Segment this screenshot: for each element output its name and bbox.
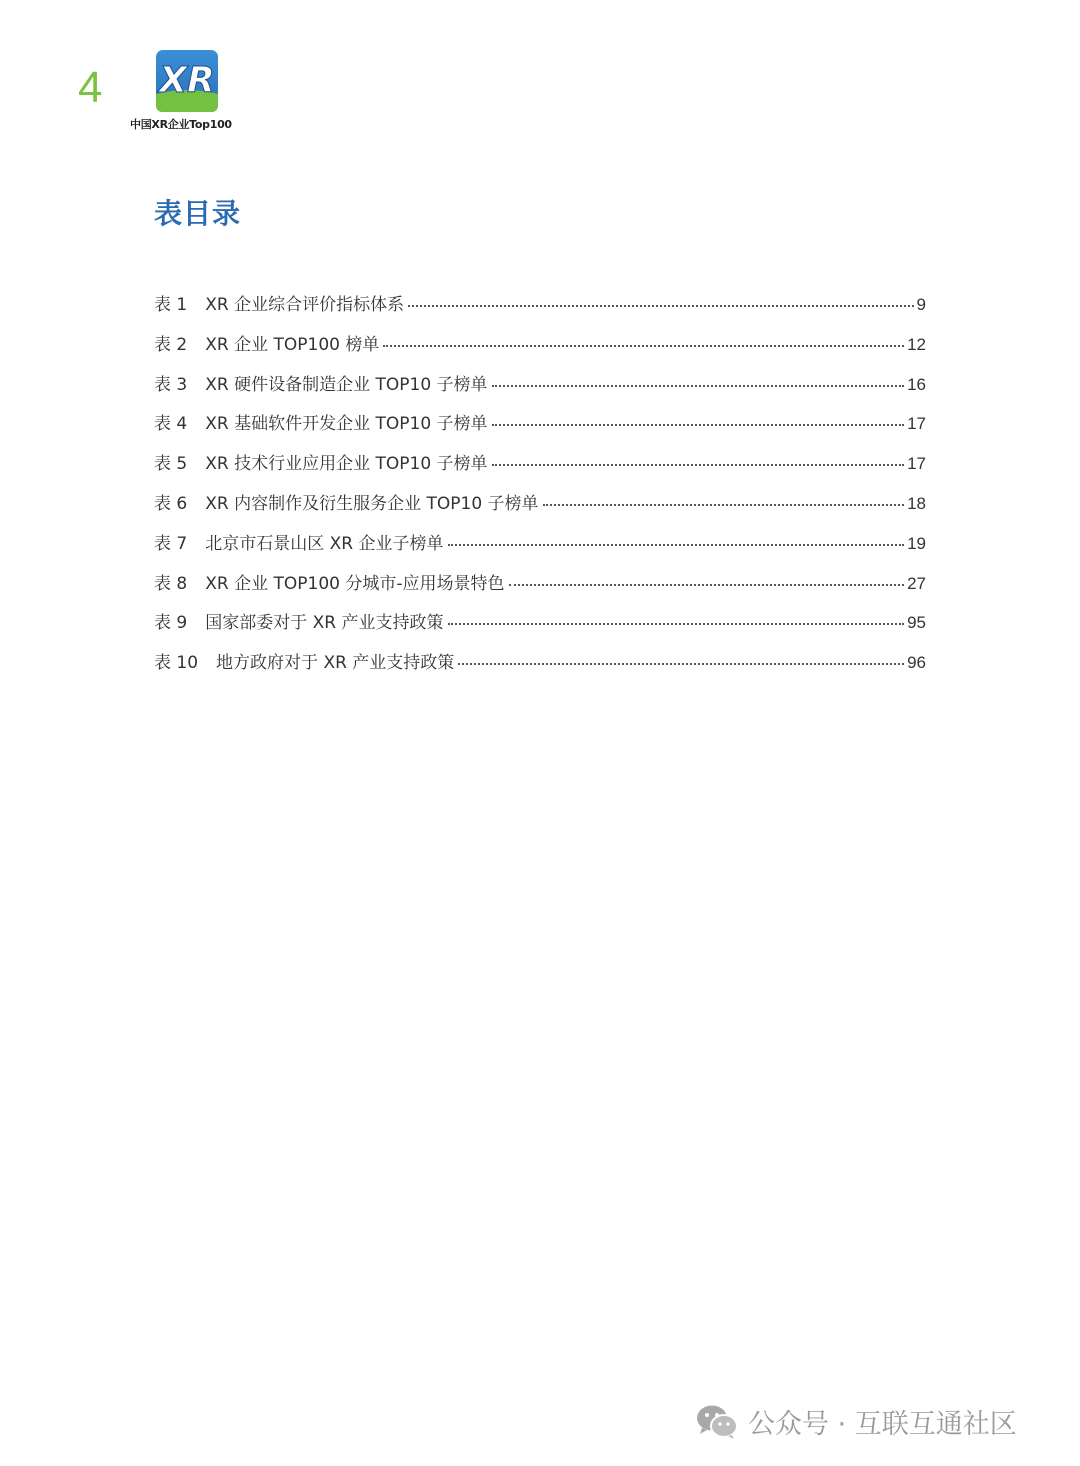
toc-entry-page: 17: [907, 454, 926, 474]
watermark: [696, 1402, 1017, 1441]
toc-entry-title: XR 基础软件开发企业 TOP10 子榜单: [205, 414, 488, 435]
toc-entry[interactable]: [154, 489, 926, 529]
toc-entry-page: 12: [907, 334, 926, 354]
toc-entry[interactable]: [154, 608, 926, 648]
toc-entry-title: 北京市石景山区 XR 企业子榜单: [205, 533, 444, 554]
toc-entry-label: 表 2: [154, 334, 188, 355]
page-number: 4: [78, 63, 103, 112]
toc-entry[interactable]: [154, 449, 926, 489]
toc-entry-label: 表 8: [154, 573, 188, 594]
toc-entry-page: 18: [907, 493, 926, 513]
toc-entry-page: 17: [907, 414, 926, 434]
toc-leader-dots: [492, 424, 905, 426]
toc-entry-title: XR 企业 TOP100 榜单: [205, 334, 380, 355]
toc-leader-dots: [448, 544, 905, 546]
toc-leader-dots: [492, 464, 905, 466]
toc-entry-label: 表 9: [154, 613, 188, 634]
toc-entry-label: 表 4: [154, 414, 188, 435]
toc-entry-title: XR 硬件设备制造企业 TOP10 子榜单: [205, 374, 488, 395]
toc-entry-page: 19: [907, 533, 926, 553]
toc-entry-label: 表 5: [154, 454, 188, 475]
toc-entry[interactable]: [154, 370, 926, 410]
logo: [130, 50, 246, 132]
toc-entry-title: XR 企业综合评价指标体系: [205, 295, 405, 315]
wechat-icon: [696, 1404, 738, 1440]
toc-entry-page: 95: [907, 613, 926, 633]
toc-leader-dots: [543, 504, 905, 506]
xr-logo-icon: [156, 50, 218, 112]
toc-entry-page: 9: [916, 295, 926, 314]
toc-entry-label: 表 10: [154, 653, 199, 674]
logo-text: XR: [159, 60, 215, 101]
toc-entry-label: 表 1: [154, 295, 188, 315]
toc-entry[interactable]: [154, 529, 926, 569]
toc-leader-dots: [408, 305, 913, 307]
toc-leader-dots: [448, 623, 905, 625]
toc-entry[interactable]: [154, 409, 926, 449]
toc-list: [154, 290, 926, 688]
toc-entry-page: 96: [907, 653, 926, 673]
toc-leader-dots: [509, 584, 905, 586]
toc-entry-label: 表 3: [154, 374, 188, 395]
toc-entry-title: 国家部委对于 XR 产业支持政策: [205, 613, 444, 634]
toc-title: 表目录: [154, 197, 242, 230]
toc-entry-title: XR 企业 TOP100 分城市-应用场景特色: [205, 573, 505, 594]
toc-entry-title: XR 技术行业应用企业 TOP10 子榜单: [205, 454, 488, 475]
toc-entry-label: 表 6: [154, 493, 188, 514]
toc-entry[interactable]: [154, 330, 926, 370]
toc-leader-dots: [458, 663, 904, 665]
toc-leader-dots: [383, 345, 904, 347]
toc-entry[interactable]: [154, 290, 926, 330]
toc-entry-label: 表 7: [154, 533, 188, 554]
toc-entry[interactable]: [154, 569, 926, 609]
toc-leader-dots: [492, 385, 905, 387]
toc-entry-page: 16: [907, 374, 926, 394]
toc-entry-title: 地方政府对于 XR 产业支持政策: [216, 653, 455, 674]
toc-entry-title: XR 内容制作及衍生服务企业 TOP10 子榜单: [205, 493, 539, 514]
toc-entry-page: 27: [907, 573, 926, 593]
logo-caption: 中国XR企业Top100: [130, 118, 232, 131]
watermark-text: 公众号 · 互联互通社区: [748, 1409, 1017, 1440]
toc-entry[interactable]: [154, 648, 926, 688]
